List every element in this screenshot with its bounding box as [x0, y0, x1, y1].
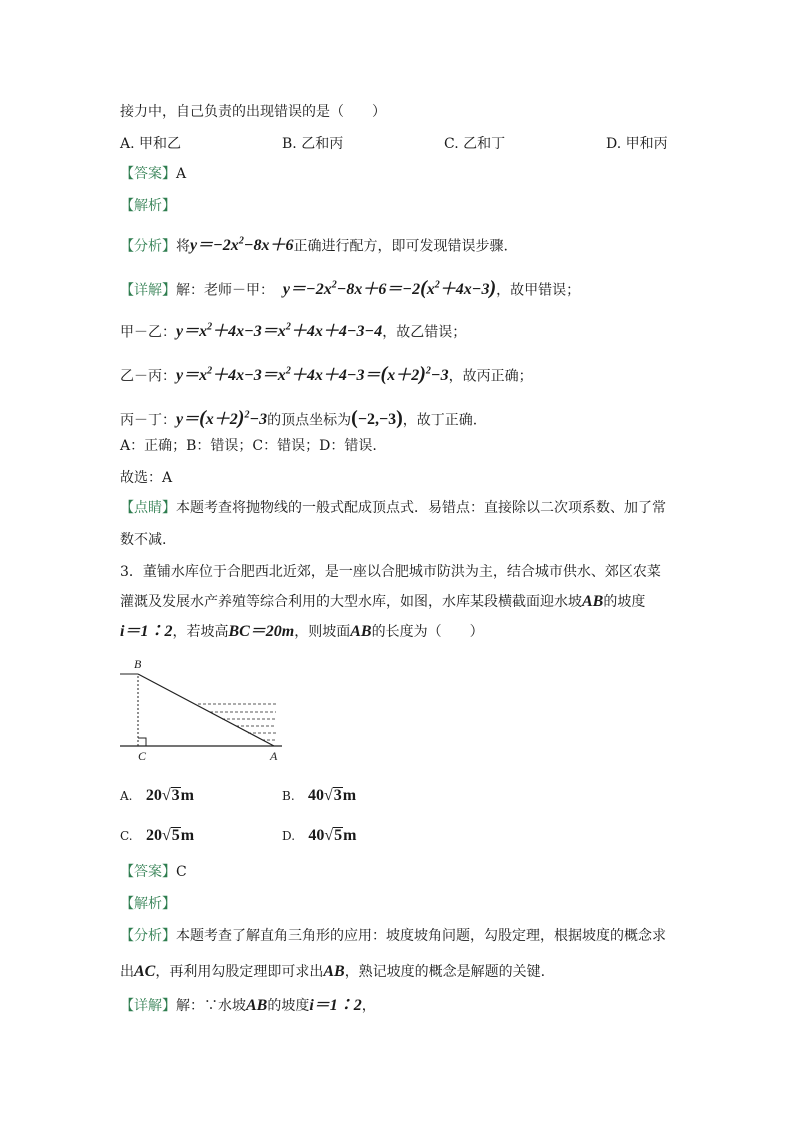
q2-step-4: 丙－丁：$y=(x+2)^2-3$的顶点坐标为(−2,−3)，故丁正确. — [120, 407, 478, 430]
q2-stem: 接力中，自己负责的出现错误的是（ ） — [120, 104, 386, 120]
q2-option-b: B. 乙和丙 — [282, 136, 344, 152]
q3-option-d: D. 40√5m — [282, 827, 357, 844]
q3-stem-line-3: i＝1∶2，若坡高BC＝20m，则坡面AB的长度为（ ） — [120, 623, 484, 640]
q2-option-a: A. 甲和乙 — [120, 136, 182, 152]
figure-label-b: B — [134, 657, 142, 671]
slope-figure — [118, 654, 288, 766]
q3-fenxi: 【分析】本题考查了解直角三角形的应用：坡度坡角问题，勾股定理，根据坡度的概念求 — [120, 928, 666, 944]
q3-analysis-heading: 【解析】 — [120, 896, 176, 912]
figure-label-c: C — [138, 749, 147, 763]
q3-detail: 【详解】解：∵水坡AB的坡度i＝1∶2， — [120, 997, 376, 1014]
q2-detail: 【详解】解：老师－甲： $y=-2x^2-8x+6=-2(x^2+4x-3)$，故甲错误； — [120, 277, 581, 300]
q3-option-a: A. 20√3m — [120, 787, 194, 804]
q2-answer: 【答案】A — [120, 166, 187, 182]
q3-stem-line-1: 3．董铺水库位于合肥西北近郊，是一座以合肥城市防洪为主，结合城市供水、郊区农菜 — [120, 564, 661, 580]
q2-step-2: 甲－乙：$y=x^2+4x-3=x^2+4x+4-3-4$，故乙错误； — [120, 322, 467, 341]
q2-fenxi: 【分析】将$y=-2x^2-8x+6$正确进行配方，即可发现错误步骤. — [120, 236, 508, 255]
q2-summary: A：正确；B：错误；C：错误；D：错误. — [120, 438, 377, 454]
q3-answer: 【答案】C — [120, 864, 187, 880]
figure-label-a: A — [270, 749, 278, 763]
q2-comment-cont: 数不减. — [120, 532, 167, 548]
q2-option-c: C. 乙和丁 — [444, 136, 506, 152]
q2-step-3: 乙－丙：$y=x^2+4x-3=x^2+4x+4-3=(x+2)^2-3$，故丙正确； — [120, 363, 533, 386]
q3-option-b: B. 40√3m — [282, 787, 357, 804]
q2-analysis-heading: 【解析】 — [120, 198, 176, 214]
q3-option-c: C. 20√5m — [120, 827, 195, 844]
q2-choose: 故选：A — [120, 470, 173, 486]
q2-option-d: D. 甲和丙 — [606, 136, 668, 152]
figure-slope-ab — [138, 674, 274, 746]
q3-fenxi-cont: 出AC，再利用勾股定理即可求出AB，熟记坡度的概念是解题的关键. — [120, 963, 546, 980]
figure-right-angle-mark — [138, 738, 146, 746]
q3-stem-line-2: 灌溉及发展水产养殖等综合利用的大型水库，如图，水库某段横截面迎水坡AB的坡度 — [120, 593, 646, 610]
q2-comment: 【点睛】本题考查将抛物线的一般式配成顶点式．易错点：直接除以二次项系数、加了常 — [120, 500, 666, 516]
